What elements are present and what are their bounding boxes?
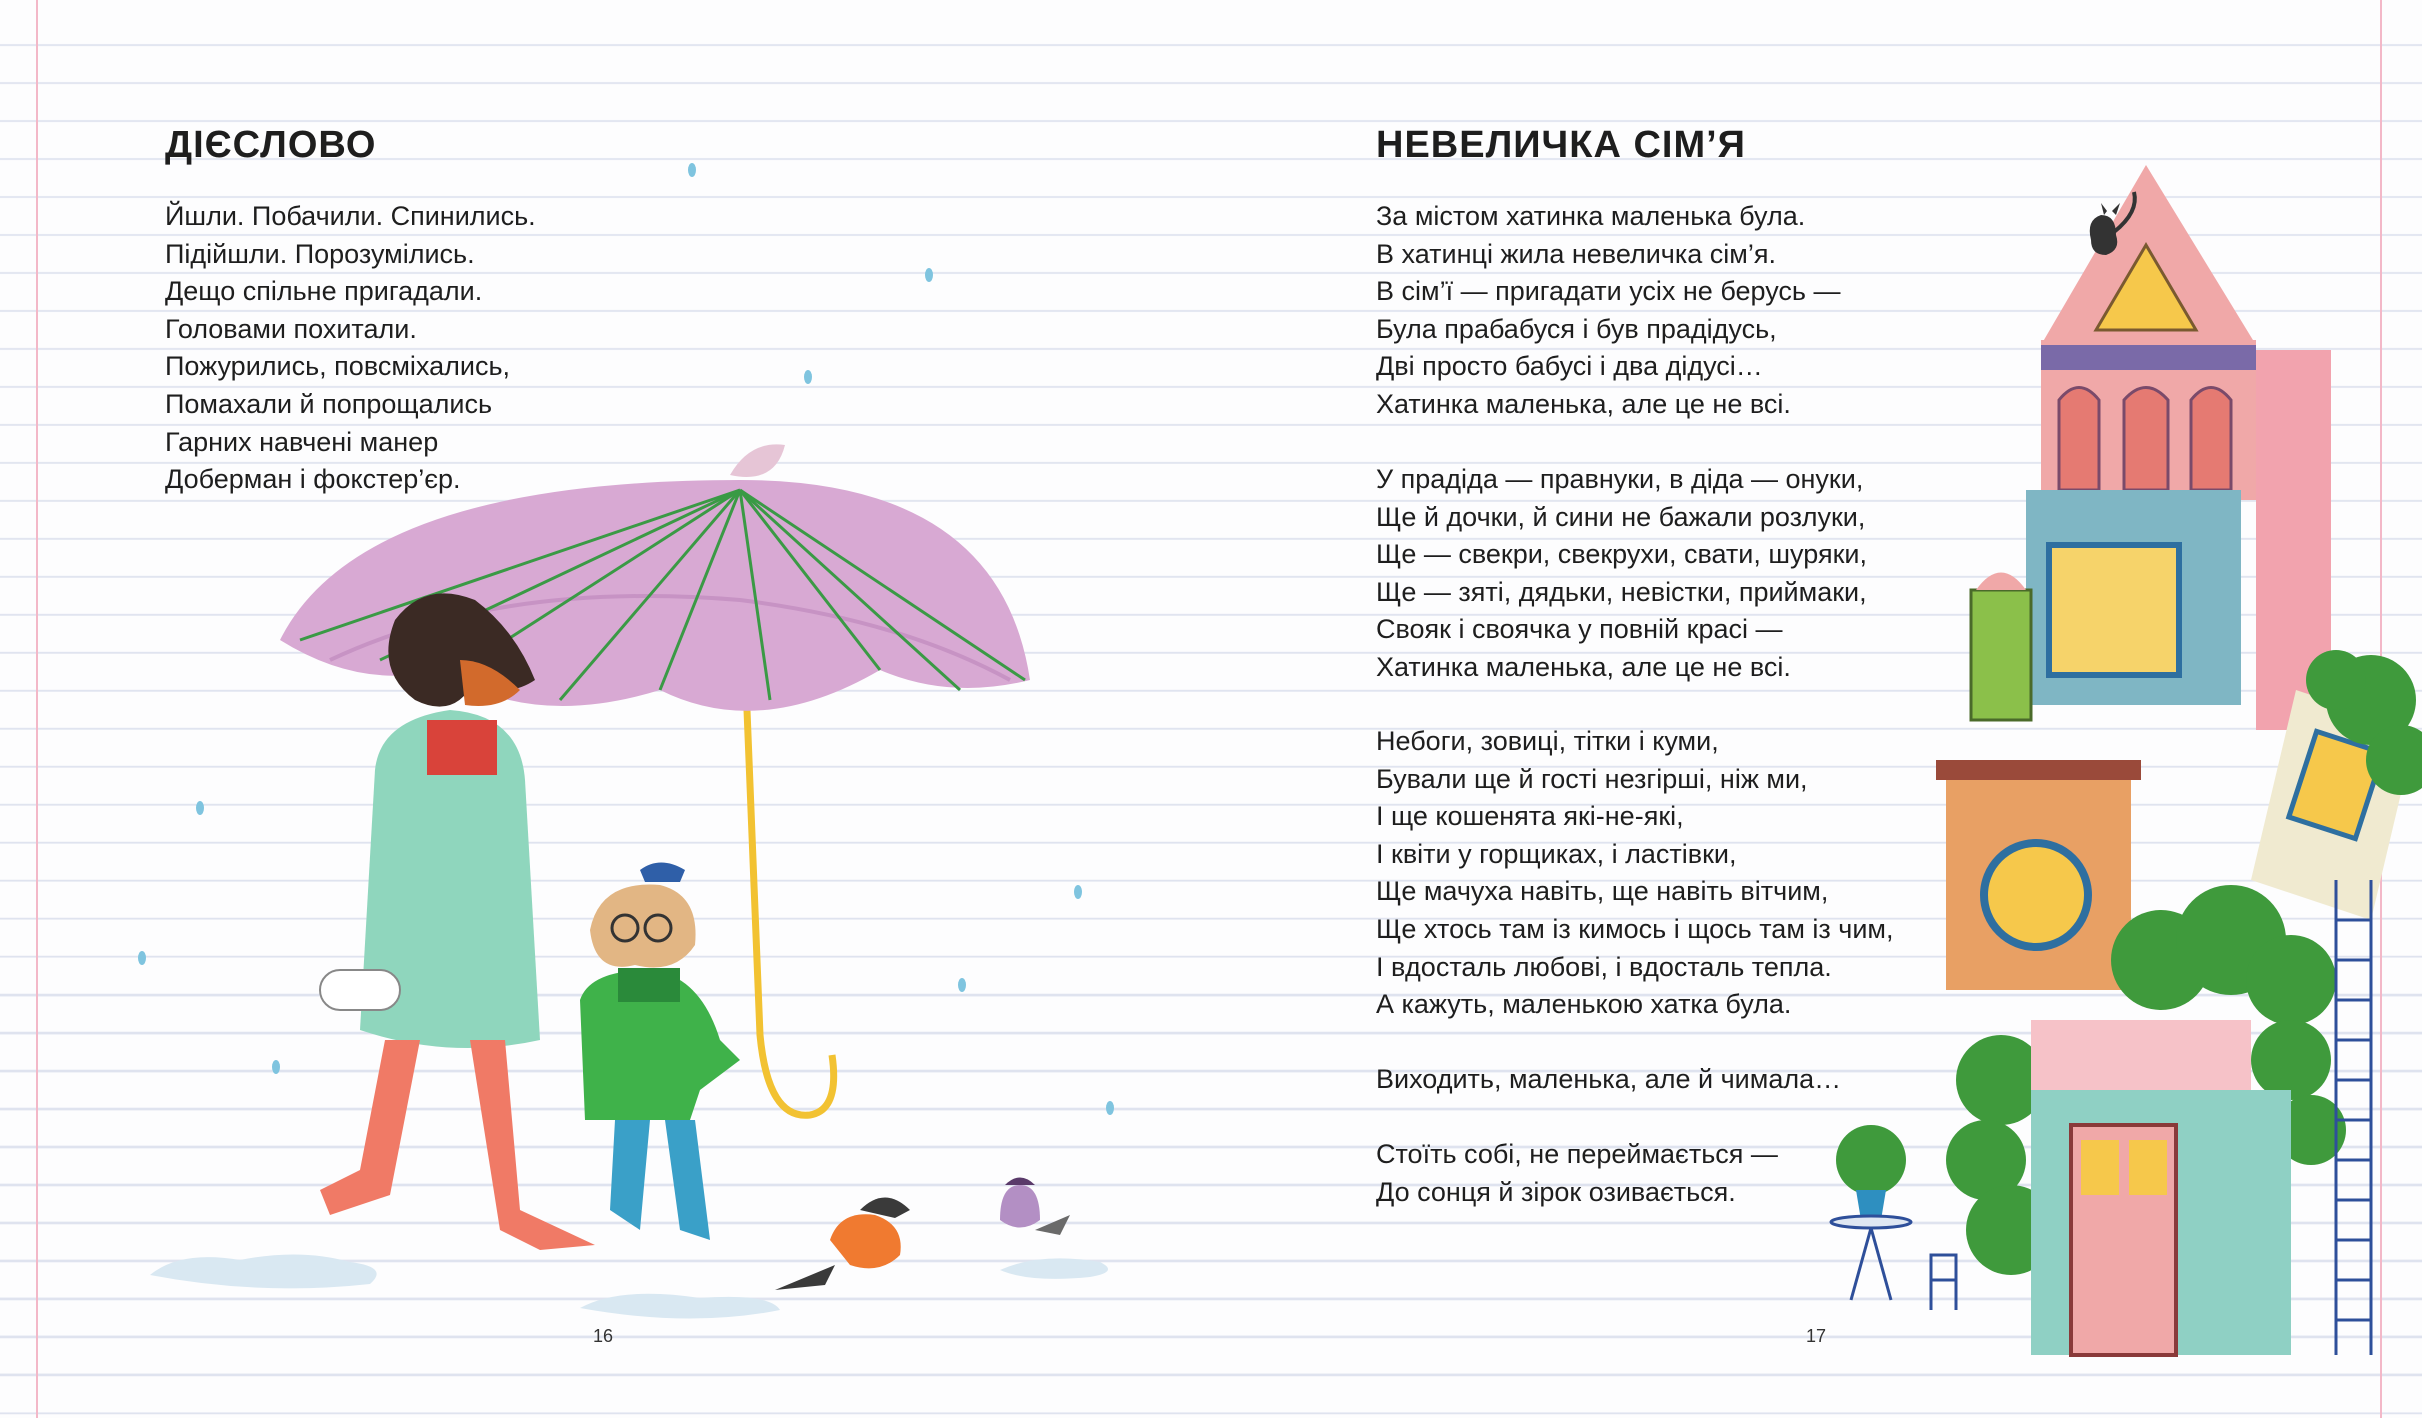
poem-title-diieslovo: ДІЄСЛОВО bbox=[165, 124, 377, 166]
page-number-right: 17 bbox=[1806, 1326, 1827, 1346]
doberman-leg-back bbox=[320, 1040, 420, 1215]
puddle-left bbox=[150, 1254, 377, 1288]
umbrella-tip-leaf bbox=[730, 444, 785, 477]
stanza-5: Стоїть собі, не переймається — До сонця й зірок озивається. bbox=[1376, 1139, 1778, 1207]
bone-bag bbox=[320, 970, 400, 1010]
round-window bbox=[1984, 843, 2088, 947]
stanza-3: Небоги, зовиці, тітки і куми, Бували ще й гості незгірші, ніж ми, І ще кошенята які-не-які, І квіти у горщиках, і ластівки, Ще мачуха навіть, ще навіть вітчим, Ще хтось там із кимось і щось там із чим, І вдосталь любові, і вдосталь тепла. А кажуть, маленькою хатка була. bbox=[1376, 726, 1894, 1020]
terrier-head bbox=[590, 885, 696, 968]
pigeon-bird bbox=[1000, 1178, 1070, 1236]
terrier-hat bbox=[640, 863, 685, 883]
page-number-left: 16 bbox=[593, 1326, 614, 1346]
stanza-2: У прадіда — правнуки, в діда — онуки, Ще й дочки, й сини не бажали розлуки, Ще — свекри, свекрухи, свати, шуряки, Ще — зяті, дядьки, невістки, приймаки, Свояк і своячка у повній красі — Хатинка маленька, але це не всі. bbox=[1376, 464, 1867, 682]
green-chimney bbox=[1971, 590, 2031, 720]
doberman-leg-front bbox=[470, 1040, 595, 1250]
tall-house-illustration bbox=[1211, 0, 2422, 1418]
poem-body-diieslovo: Йшли. Побачили. Спинились. Підійшли. Порозумілись. Дещо спільне пригадали. Головами похитали. Пожурились, повсміхались, Помахали й попрощались Гарних навчені манер Доберман і фокстер’єр. bbox=[165, 201, 536, 495]
crow-bird bbox=[775, 1198, 910, 1291]
potted-tree bbox=[1836, 1125, 1906, 1195]
puddle-right bbox=[1000, 1258, 1108, 1278]
house-window-k bbox=[2049, 545, 2179, 675]
terrier-legs bbox=[610, 1120, 710, 1240]
puddle-middle bbox=[580, 1294, 780, 1319]
house-balcony bbox=[2031, 1020, 2251, 1095]
stanza-4: Виходить, маленька, але й чимала… bbox=[1376, 1064, 1842, 1094]
doberman-scarf bbox=[427, 720, 497, 775]
right-page bbox=[1211, 0, 2422, 1418]
poem-title-nevelychka-simia: НЕВЕЛИЧКА СІМ’Я bbox=[1376, 124, 1746, 166]
stanza-1: За містом хатинка маленька була. В хатинці жила невеличка сім’я. В сім’ї — пригадати усіх не берусь — Була прабабуся і був прадідусь, Дві просто бабусі і два дідусі… Хатинка маленька, але це не всі. bbox=[1376, 201, 1841, 419]
cafe-table bbox=[1831, 1216, 1956, 1310]
